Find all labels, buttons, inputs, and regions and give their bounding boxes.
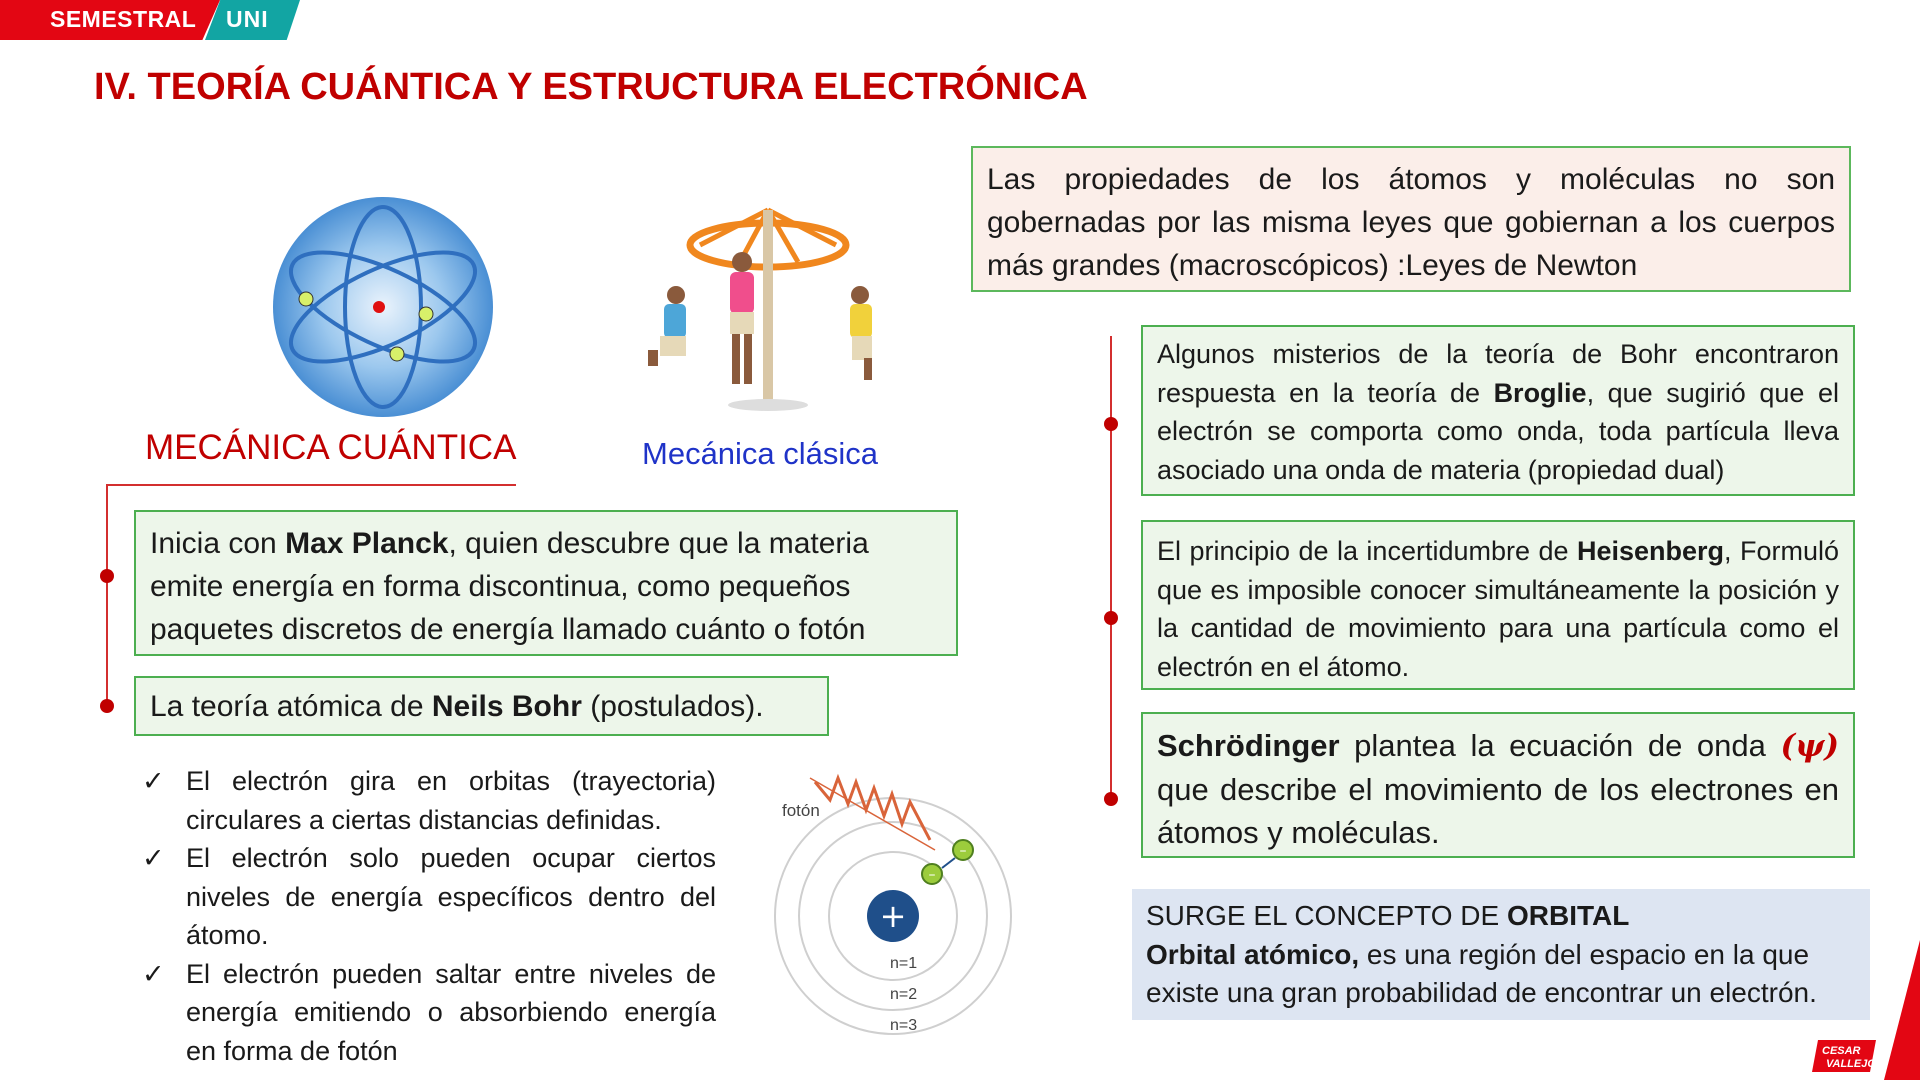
left-timeline-top-rule [106, 484, 516, 486]
psi-symbol: (ψ) [1780, 728, 1839, 764]
orbital-heading-bold: ORBITAL [1506, 900, 1630, 931]
bohr-name: Neils Bohr [431, 690, 582, 723]
heisenberg-text-post: , Formuló que es imposible conocer simultáneamente la posición y la cantidad de movimiento para una partícula como el electrón en el átomo. [1157, 536, 1839, 682]
planck-name: Max Planck [285, 527, 449, 560]
quantum-mechanics-label: MECÁNICA CUÁNTICA [145, 428, 517, 467]
schrodinger-text-mid: plantea la ecuación de onda [1339, 728, 1781, 763]
orbital-definition-text: es una región del espacio en la que existe una gran probabilidad de encontrar un electrón. [1146, 938, 1817, 1008]
postulate-text: El electrón gira en orbitas (trayectoria) circulares a ciertas distancias definidas. [186, 766, 716, 835]
logo-line2: VALLEJO [1826, 1058, 1876, 1070]
postulate-text: El electrón pueden saltar entre niveles de energía emitiendo o absorbiendo energía en forma de fotón [186, 958, 716, 1066]
corner-accent [1884, 940, 1920, 1080]
level-label-n3: n=3 [890, 1017, 918, 1034]
orbital-heading-pre: SURGE EL CONCEPTO DE [1146, 900, 1507, 931]
broglie-box [1141, 325, 1855, 496]
quantum-atom-illustration [258, 195, 508, 420]
photon-label: fotón [782, 801, 820, 820]
classical-mechanics-label: Mecánica clásica [642, 436, 879, 471]
orbital-heading [1146, 897, 1856, 936]
bohr-atom-diagram [760, 770, 1020, 1040]
check-icon: ✓ [142, 958, 165, 989]
schrodinger-text-post: que describe el movimiento de los electrones en átomos y moléculas. [1157, 772, 1839, 850]
list-item [142, 839, 716, 955]
schrodinger-name: Schrödinger [1157, 728, 1340, 763]
bohr-text-pre: La teoría atómica de [150, 690, 432, 723]
course-tag [0, 0, 300, 40]
orbital-term: Orbital atómico, [1146, 938, 1360, 970]
level-label-n2: n=2 [890, 986, 918, 1003]
right-timeline-line [1110, 336, 1112, 802]
left-timeline-line [106, 484, 108, 706]
left-timeline-dot-planck [100, 569, 114, 583]
heisenberg-name: Heisenberg [1576, 536, 1725, 566]
svg-text:–: – [928, 867, 936, 883]
broglie-name: Broglie [1493, 377, 1587, 408]
right-timeline-dot-broglie [1104, 417, 1118, 431]
planck-box [134, 510, 958, 656]
heisenberg-text-pre: El principio de la incertidumbre de [1157, 536, 1577, 566]
schrodinger-box [1141, 712, 1855, 858]
postulate-text: El electrón solo pueden ocupar ciertos niveles de energía específicos dentro del átomo. [186, 843, 716, 950]
classical-merry-go-round-illustration [630, 200, 905, 415]
logo-line1: CESAR [1822, 1045, 1861, 1057]
level-label-n1: n=1 [890, 955, 918, 972]
slide-title: IV. TEORÍA CUÁNTICA Y ESTRUCTURA ELECTRÓNICA [94, 66, 1088, 108]
orbital-box [1132, 889, 1870, 1020]
heisenberg-box [1141, 520, 1855, 690]
planck-text-pre: Inicia con [150, 527, 286, 560]
broglie-text-pre: Algunos misterios de la teoría de Bohr encontraron respuesta en la teoría de [1157, 339, 1839, 408]
svg-text:+: + [879, 897, 907, 935]
intro-box [971, 146, 1851, 292]
bohr-postulates-list [142, 762, 716, 1070]
bohr-box [134, 676, 829, 736]
list-item [142, 955, 716, 1071]
list-item [142, 762, 716, 839]
check-icon: ✓ [142, 766, 165, 796]
orbital-definition [1146, 936, 1856, 1013]
right-timeline-dot-heisenberg [1104, 611, 1118, 625]
cesar-vallejo-logo [1812, 1036, 1876, 1074]
right-timeline-dot-schrodinger [1104, 792, 1118, 806]
svg-text:–: – [959, 843, 967, 859]
left-timeline-dot-bohr [100, 699, 114, 713]
intro-text: Las propiedades de los átomos y moléculas no son gobernadas por las misma leyes que gobiernan a los cuerpos más grandes (macroscópicos) :Leyes de Newton [987, 163, 1835, 282]
bohr-text-post: (postulados). [581, 690, 764, 723]
course-tag-semestral: SEMESTRAL [50, 6, 197, 32]
planck-text-post: , quien descubre que la materia emite energía en forma discontinua, como pequeños paquetes discretos de energía llamado cuánto o fotón [150, 527, 869, 646]
course-tag-uni: UNI [226, 6, 269, 32]
broglie-text-post: , que sugirió que el electrón se comporta como onda, toda partícula lleva asociado una onda de materia (propiedad dual) [1157, 377, 1840, 485]
check-icon: ✓ [142, 843, 165, 873]
